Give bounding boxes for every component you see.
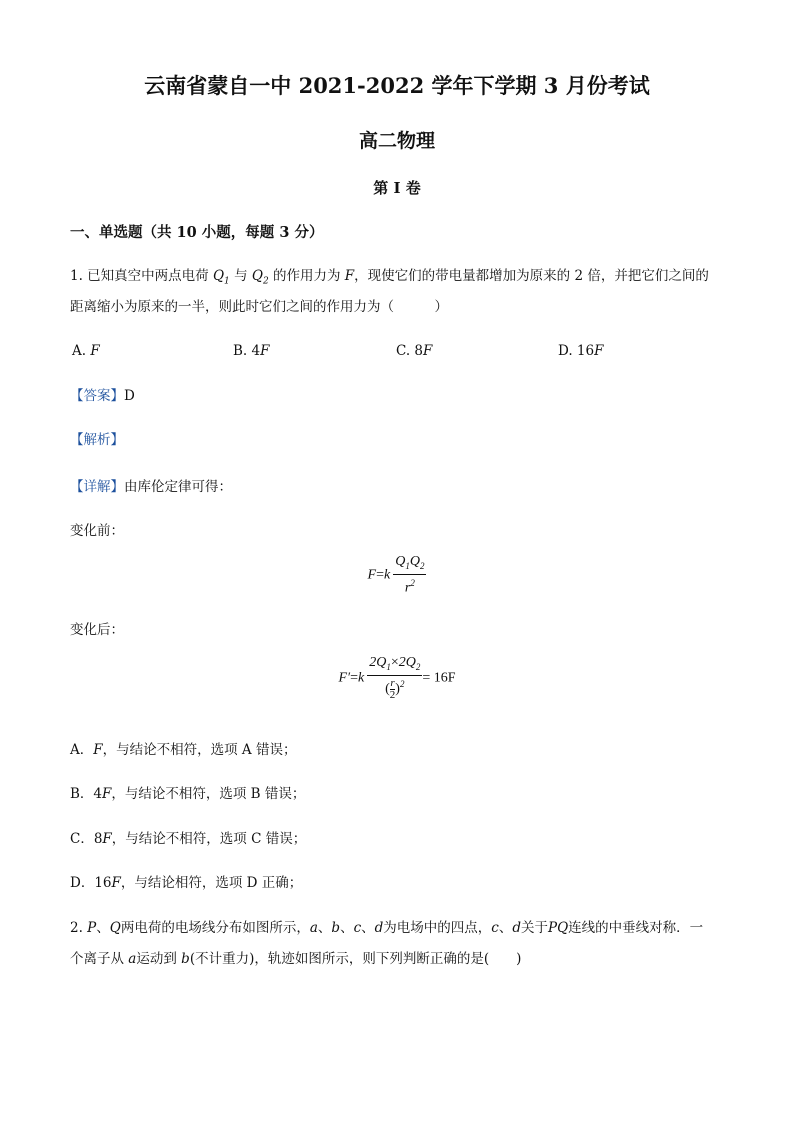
q1-stem-line1 xyxy=(70,266,709,292)
explain-d: D．16F，与结论相符，选项 D 正确； xyxy=(70,875,303,891)
subject-title: 高二物理 xyxy=(358,130,435,152)
q1-answer: 【答案】D xyxy=(70,388,135,404)
equation-before: F=k $\frac{Q_1Q_2}{r^2}$ xyxy=(367,554,425,596)
volume-label: 第 I 卷 xyxy=(373,179,421,197)
q1-Q1: $Q_1$ xyxy=(212,268,230,287)
q1-option-d: D. 16F xyxy=(558,343,604,359)
q1-before-label: 变化前： xyxy=(70,523,124,539)
document-title: 云南省蒙自一中 2021-2022 学年下学期 3 月份考试 xyxy=(144,73,650,98)
section-heading: 一、单选题（共 10 小题，每题 3 分） xyxy=(70,224,324,241)
q1-text-and: 与 xyxy=(229,268,252,284)
q2-stem-line1: 2. P、Q两电荷的电场线分布如图所示，a、b、c、d为电场中的四点，c、d关于PQ连线的中垂线对称．一 xyxy=(70,920,704,936)
q1-option-a: A. F xyxy=(72,343,100,359)
detail-tag: 【详解】 xyxy=(70,479,124,495)
q1-option-c: C. 8F xyxy=(396,343,433,359)
q1-F: F xyxy=(344,268,355,284)
explain-c: C．8F，与结论不相符，选项 C 错误； xyxy=(70,831,307,847)
q1-after-label: 变化后： xyxy=(70,622,124,638)
q1-Q2: $Q_2$ xyxy=(251,268,269,287)
equation-after: F′=k $2Q_1\times 2Q_2$ ( $\frac{r}{2}$ )$^2$ = 16F xyxy=(338,655,456,701)
q1-text-a: 1. 已知真空中两点电荷 xyxy=(70,268,213,284)
q2-stem-line2: 个离子从 a运动到 b(不计重力)，轨迹如图所示，则下列判断正确的是( ) xyxy=(70,951,522,967)
q1-text-b: 的作用力为 xyxy=(268,268,345,284)
answer-tag: 【答案】 xyxy=(70,388,124,404)
q1-detail: 【详解】由库伦定律可得： xyxy=(70,479,232,495)
q1-option-b: B. 4F xyxy=(233,343,270,359)
q1-text-c: ，现使它们的带电量都增加为原来的 2 倍，并把它们之间的 xyxy=(354,268,709,284)
explain-a: A．F，与结论不相符，选项 A 错误； xyxy=(70,742,297,758)
q1-analysis-tag: 【解析】 xyxy=(70,432,124,448)
q1-stem-line2: 距离缩小为原来的一半，则此时它们之间的作用力为（ ） xyxy=(70,299,448,315)
explain-b: B．4F，与结论不相符，选项 B 错误； xyxy=(70,786,306,802)
